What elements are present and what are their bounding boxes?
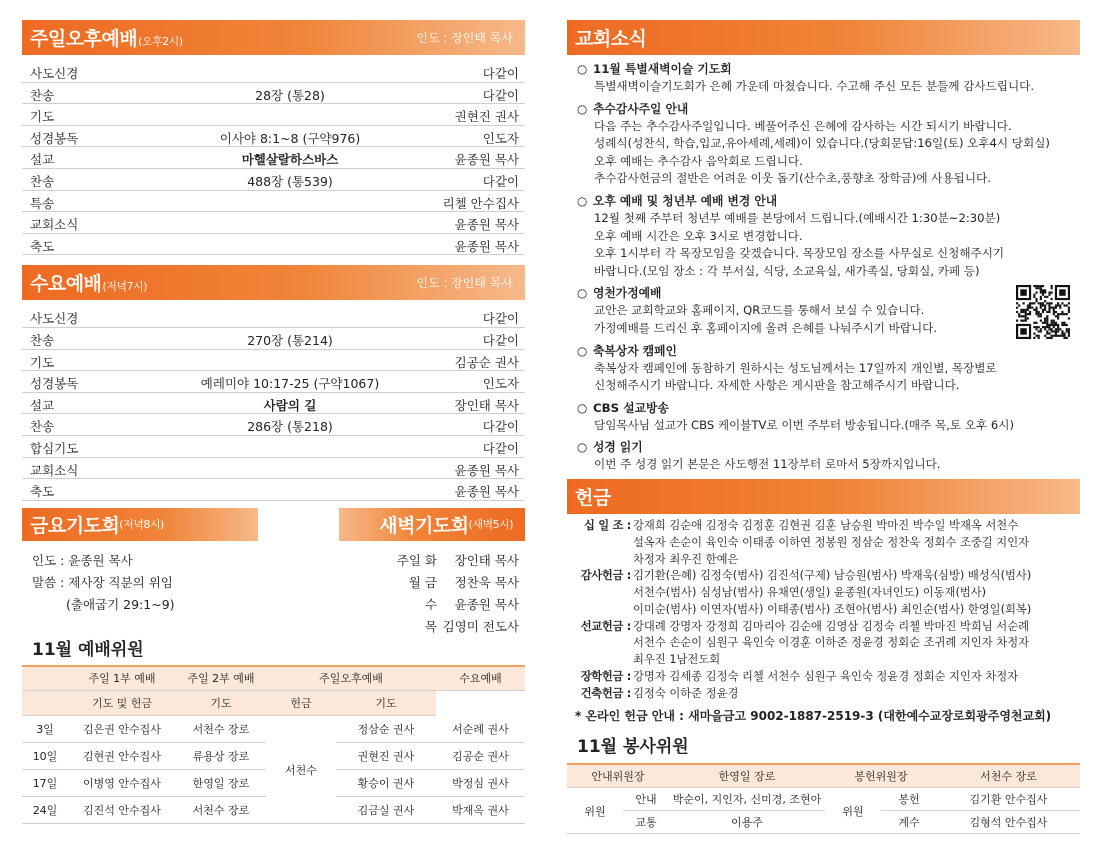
news-item-title — [577, 343, 1080, 360]
order-item: 성경봉독 — [30, 130, 79, 146]
news-item-line: 오후 예배 시간은 오후 3시로 변경합니다. — [594, 228, 803, 243]
sunday-pm-time: (오후2시) — [138, 35, 183, 48]
offering-row — [571, 568, 1080, 618]
order-content: 28장 (통28) — [255, 87, 325, 103]
offer-label: 봉헌 — [881, 788, 937, 811]
order-item: 성경봉독 — [30, 376, 79, 392]
order-content: 예레미야 10:17-25 (구약1067) — [200, 376, 380, 392]
sunday-pm-header — [22, 20, 525, 55]
guide-chief-label: 안내위원장 — [567, 764, 669, 788]
bullet-icon: ○ — [577, 101, 588, 116]
news-item-line: 오후 1시부터 각 목장모임을 갖겠습니다. 목장모임 장소를 사무실로 신청해주시기 — [594, 246, 1005, 261]
offering-label: 건축헌금 : — [580, 686, 631, 700]
service-committee-table — [567, 763, 1080, 835]
order-person: 다같이 — [482, 419, 519, 435]
group-label: 위원 — [567, 788, 623, 834]
dawn-person: 윤종원 목사 — [454, 596, 519, 612]
offering-label: 감사헌금 : — [580, 569, 631, 583]
table-header-cell: 주일오후예배 — [266, 666, 436, 691]
date-cell: 24일 — [22, 797, 68, 824]
order-person: 권현진 권사 — [454, 109, 519, 125]
prayer-details — [22, 541, 525, 635]
date-cell: 17일 — [22, 770, 68, 797]
order-content: 488장 (통539) — [247, 173, 333, 189]
table-header-cell — [22, 691, 68, 716]
order-content: 마헬살랄하스바스 — [241, 152, 339, 168]
table-cell: 류용상 장로 — [176, 743, 266, 770]
offering-names-line: 김기환(은혜) 김정숙(범사) 김진석(구제) 남승원(범사) 박재욱(심방) 배성식(범사) — [633, 569, 1032, 583]
order-person: 다같이 — [482, 440, 519, 456]
news-item-line: 가정예배를 드리신 후 홈페이지에 올려 은혜를 나눠주시기 바랍니다. — [594, 320, 938, 335]
dawn-day: 주일 화 — [396, 552, 437, 568]
online-account: * 온라인 헌금 안내 : 새마을금고 9002-1887-2519-3 (대한예수교장로회광주영천교회) — [575, 708, 1052, 723]
order-row — [22, 371, 525, 393]
order-person: 다같이 — [482, 87, 519, 103]
order-person: 다같이 — [482, 332, 519, 348]
order-item: 기도 — [30, 354, 55, 370]
order-person: 인도자 — [482, 130, 519, 146]
offer-member: 김기환 안수집사 — [937, 788, 1080, 811]
news-item-line: 바랍니다.(모임 장소 : 각 부서실, 식당, 소교육실, 새가족실, 당회실, 카페 등) — [594, 263, 980, 278]
news-item-heading: 오후 예배 및 청년부 예배 변경 안내 — [593, 193, 778, 208]
news-item-line: 이번 주 성경 읽기 본문은 사도행전 11장부터 로마서 5장까지입니다. — [594, 457, 941, 472]
sunday-pm-order — [22, 61, 525, 255]
offering-names — [631, 619, 1080, 669]
dawn-time: (새벽5시) — [468, 518, 513, 532]
table-header-cell: 주일 2부 예배 — [176, 666, 266, 691]
dawn-header — [339, 508, 525, 541]
offering-names-line: 서천수(범사) 심성남(범사) 유채연(생일) 윤종원(자녀인도) 이동재(범사) — [633, 586, 987, 600]
guide-members: 박순이, 지인자, 신미경, 조현아 — [669, 788, 825, 811]
offering-label: 선교헌금 : — [580, 619, 631, 633]
order-item: 설교 — [30, 152, 55, 168]
order-content: 이사야 8:1~8 (구약976) — [219, 130, 361, 146]
table-subheader-row — [22, 691, 525, 716]
news-item-heading: 추수감사주일 안내 — [593, 101, 689, 116]
offering-names-line: 김정숙 이하준 정윤경 — [633, 686, 739, 700]
order-row — [22, 414, 525, 436]
order-person: 윤종원 목사 — [454, 238, 519, 254]
offering-row — [571, 669, 1080, 686]
offering-names-line: 설옥자 손순이 육인숙 이태종 이하연 정봉원 정삼순 정찬욱 정회수 조중길 지인자 — [633, 535, 1030, 549]
order-person: 윤종원 목사 — [454, 152, 519, 168]
dawn-day: 월 금 — [408, 574, 437, 590]
order-item: 축도 — [30, 484, 55, 500]
order-row — [22, 458, 525, 480]
table-cell: 황승이 권사 — [336, 770, 436, 797]
table-cell: 서천수 장로 — [176, 797, 266, 824]
news-item-heading: 11월 특별새벽이슬 기도회 — [593, 62, 732, 76]
order-row — [22, 191, 525, 213]
wednesday-time: (저녁7시) — [102, 280, 147, 294]
news-item-line: 다음 주는 추수감사주일입니다. 베풀어주신 은혜에 감사하는 시간 되시기 바랍니다. — [594, 118, 1012, 133]
order-row — [22, 169, 525, 191]
serve-chief: 서천수 장로 — [937, 764, 1080, 788]
offering-names — [631, 686, 1080, 703]
order-row — [22, 104, 525, 126]
news-item — [577, 285, 1080, 337]
dawn-day: 수 — [424, 596, 437, 612]
news-list — [567, 55, 1080, 474]
friday-message: 말씀 : 제사장 직분의 위임 — [32, 574, 173, 590]
table-cell: 박정심 권사 — [436, 770, 525, 797]
order-item: 축도 — [30, 238, 55, 254]
offering-names-line: 강대례 강명자 강정희 김마리아 김순애 김영삼 김정숙 리첼 박마진 박희님 서순례 — [633, 619, 1030, 633]
table-header-cell: 기도 — [336, 691, 436, 716]
table-header-cell: 기도 및 헌금 — [68, 691, 176, 716]
worship-committee-table — [22, 665, 525, 825]
news-item-line: 축복상자 캠페인에 동참하기 원하시는 성도님께서는 17일까지 개인별, 목장별로 — [594, 360, 997, 375]
dawn-person: 장인태 목사 — [454, 552, 519, 568]
order-item: 특송 — [30, 195, 55, 211]
order-row — [22, 479, 525, 501]
table-row — [567, 811, 1080, 834]
table-cell: 한영일 장로 — [176, 770, 266, 797]
table-header-row — [22, 666, 525, 691]
offering-label: 장학헌금 : — [580, 670, 631, 684]
order-row — [22, 306, 525, 328]
news-item — [577, 400, 1080, 435]
bullet-icon: ○ — [577, 343, 588, 358]
order-item: 찬송 — [30, 419, 55, 435]
bullet-icon: ○ — [577, 440, 588, 455]
friday-leader: 인도 : 윤종원 목사 — [32, 552, 133, 568]
table-cell: 박재옥 권사 — [436, 797, 525, 824]
table-header-cell: 주일 1부 예배 — [68, 666, 176, 691]
table-cell: 서천수 장로 — [176, 716, 266, 743]
order-item: 찬송 — [30, 87, 55, 103]
offering-person-cell: 서천수 — [266, 716, 336, 824]
order-item: 찬송 — [30, 332, 55, 348]
friday-title: 금요기도회 — [30, 514, 120, 537]
order-row — [22, 83, 525, 105]
date-cell: 3일 — [22, 716, 68, 743]
order-row — [22, 147, 525, 169]
order-item: 교회소식 — [30, 217, 79, 233]
offering-names-line: 최우진 1남전도회 — [633, 653, 721, 667]
offering-names-line: 강명자 김세종 김정숙 리첼 서천수 심원구 육인숙 정윤경 정회순 지인자 차정자 — [633, 670, 1019, 684]
count-label: 계수 — [881, 811, 937, 834]
bullet-icon: ○ — [577, 62, 588, 76]
news-item — [577, 343, 1080, 395]
news-item-title — [577, 101, 1080, 118]
order-content: 사람의 길 — [263, 397, 317, 413]
bullet-icon: ○ — [577, 286, 588, 301]
order-person: 다같이 — [482, 311, 519, 327]
news-item — [577, 61, 1080, 96]
offering-row — [571, 686, 1080, 703]
order-item: 설교 — [30, 397, 55, 413]
news-item-title — [577, 400, 1080, 417]
order-row — [22, 393, 525, 415]
offering-names-line: 서천수 손순이 심원구 육인숙 이경훈 이하준 정윤경 정회순 조귀례 지인자 차정자 — [633, 636, 1030, 650]
date-cell: 10일 — [22, 743, 68, 770]
offering-names-line: 차정자 최우진 한예은 — [633, 552, 739, 566]
table-cell: 김진석 안수집사 — [68, 797, 176, 824]
sunday-pm-leader: 인도 : 장인태 목사 — [416, 31, 513, 45]
dawn-title: 새벽기도회 — [379, 514, 469, 537]
order-person: 리첼 안수집사 — [442, 195, 519, 211]
traffic-label: 교통 — [623, 811, 669, 834]
news-item-heading: CBS 설교방송 — [593, 400, 669, 415]
table-cell: 김현권 안수집사 — [68, 743, 176, 770]
order-person: 윤종원 목사 — [454, 217, 519, 233]
order-item: 사도신경 — [30, 311, 79, 327]
news-item-line: 성례식(성찬식, 학습,입교,유아세례,세례)이 있습니다.(당회문답:16일(토) 오후4시 당회실) — [594, 136, 1050, 151]
order-row — [22, 61, 525, 83]
order-row — [22, 212, 525, 234]
qr-code-icon — [1016, 285, 1070, 339]
table-row — [22, 716, 525, 743]
offering-row — [571, 518, 1080, 568]
offering-header — [567, 479, 1080, 514]
order-person: 김공순 권사 — [454, 354, 519, 370]
order-row — [22, 350, 525, 372]
order-person: 다같이 — [482, 66, 519, 81]
news-item — [577, 101, 1080, 188]
order-content: 286장 (통218) — [247, 419, 333, 435]
table-header-cell: 기도 — [176, 691, 266, 716]
news-item-title — [577, 61, 1080, 78]
bullet-icon: ○ — [577, 400, 588, 415]
news-item-line: 특별새벽이슬기도회가 은혜 가운데 마쳤습니다. 수고해 주신 모든 분들께 감사드립니다. — [594, 79, 1035, 93]
wednesday-order — [22, 306, 525, 500]
service-committee-title: 11월 봉사위원 — [577, 736, 689, 757]
guide-label: 안내 — [623, 788, 669, 811]
dawn-person: 김영미 전도사 — [442, 618, 519, 634]
news-header — [567, 20, 1080, 55]
news-item-title — [577, 285, 1080, 302]
offering-row — [571, 619, 1080, 669]
bullet-icon: ○ — [577, 193, 588, 208]
offering-names — [631, 568, 1080, 618]
offering-label: 십 일 조 : — [584, 518, 631, 532]
news-item-line: 오후 예배는 추수감사 음악회로 드립니다. — [594, 153, 803, 168]
news-item-heading: 축복상자 캠페인 — [593, 343, 677, 358]
group-label: 위원 — [825, 788, 881, 834]
news-item-line: 추수감사헌금의 절반은 어려운 이웃 돕기(산수초,풍향초 장학금)에 사용됩니다. — [594, 171, 991, 186]
offering-names-line: 강재희 김순애 김정숙 김정훈 김현권 김훈 남승원 박마진 박수일 박재옥 서천수 — [633, 518, 1019, 532]
order-row — [22, 126, 525, 148]
order-person: 인도자 — [482, 376, 519, 392]
order-item: 기도 — [30, 109, 55, 125]
table-cell: 김공순 권사 — [436, 743, 525, 770]
serve-chief-label: 봉헌위원장 — [825, 764, 937, 788]
table-cell: 김금실 권사 — [336, 797, 436, 824]
sunday-pm-title: 주일오후예배 — [30, 28, 138, 50]
guide-chief: 한영일 장로 — [669, 764, 825, 788]
offering-names — [631, 518, 1080, 568]
table-header-cell: 수요예배 — [436, 666, 525, 691]
news-item-heading: 영천가정예배 — [593, 286, 662, 301]
news-item-heading: 성경 읽기 — [593, 440, 643, 455]
dawn-person: 정찬욱 목사 — [454, 574, 519, 590]
right-column — [567, 20, 1080, 834]
news-title: 교회소식 — [575, 28, 647, 50]
news-item-line: 신청해주시기 바랍니다. 자세한 사항은 게시판을 참고해주시기 바랍니다. — [594, 378, 960, 393]
friday-header — [22, 508, 258, 541]
offering-names-line: 이미순(범사) 이연자(범사) 이태종(범사) 조현아(범사) 최인순(범사) 한영일(회복) — [633, 602, 1032, 616]
wednesday-leader: 인도 : 장인태 목사 — [416, 276, 513, 291]
table-header-cell: 헌금 — [266, 691, 336, 716]
order-person: 윤종원 목사 — [454, 484, 519, 500]
wednesday-title: 수요예배 — [30, 273, 102, 296]
table-cell: 서순례 권사 — [436, 716, 525, 743]
left-column — [22, 20, 525, 824]
table-cell: 정삼순 권사 — [336, 716, 436, 743]
table-header-row — [567, 764, 1080, 788]
news-item — [577, 193, 1080, 280]
news-item-line: 담임목사님 설교가 CBS 케이블TV로 이번 주부터 방송됩니다.(매주 목,토 오후 6시) — [594, 417, 1014, 432]
table-cell: 이병영 안수집사 — [68, 770, 176, 797]
order-item: 교회소식 — [30, 462, 79, 478]
news-item-title — [577, 193, 1080, 210]
table-header-cell — [22, 666, 68, 691]
news-item-title — [577, 439, 1080, 456]
offering-list — [567, 518, 1080, 703]
wednesday-header — [22, 265, 525, 300]
traffic-member: 이용주 — [669, 811, 825, 834]
order-item: 합심기도 — [30, 440, 79, 456]
order-person: 윤종원 목사 — [454, 462, 519, 478]
order-row — [22, 436, 525, 458]
table-row — [567, 788, 1080, 811]
offering-names — [631, 669, 1080, 686]
friday-scripture: (출애굽기 29:1~9) — [66, 596, 175, 612]
order-content: 270장 (통214) — [247, 332, 333, 348]
news-item-line: 12월 첫째 주부터 청년부 예배를 본당에서 드립니다.(예배시간 1:30분~2:30분) — [594, 210, 1001, 225]
news-item-line: 교안은 교회학교와 홈페이지, QR코드를 통해서 보실 수 있습니다. — [594, 303, 925, 318]
count-member: 김형석 안수집사 — [937, 811, 1080, 834]
order-item: 찬송 — [30, 173, 55, 189]
order-person: 장인태 목사 — [454, 397, 519, 413]
prayer-headers — [22, 508, 525, 541]
news-item — [577, 439, 1080, 474]
table-cell: 김은권 안수집사 — [68, 716, 176, 743]
order-row — [22, 328, 525, 350]
worship-committee-title: 11월 예배위원 — [32, 639, 144, 660]
order-item: 사도신경 — [30, 66, 79, 81]
order-row — [22, 234, 525, 256]
offering-title: 헌금 — [575, 486, 611, 509]
friday-time: (저녁8시) — [119, 518, 164, 532]
order-person: 다같이 — [482, 173, 519, 189]
dawn-day: 목 — [424, 618, 437, 634]
table-cell: 권현진 권사 — [336, 743, 436, 770]
